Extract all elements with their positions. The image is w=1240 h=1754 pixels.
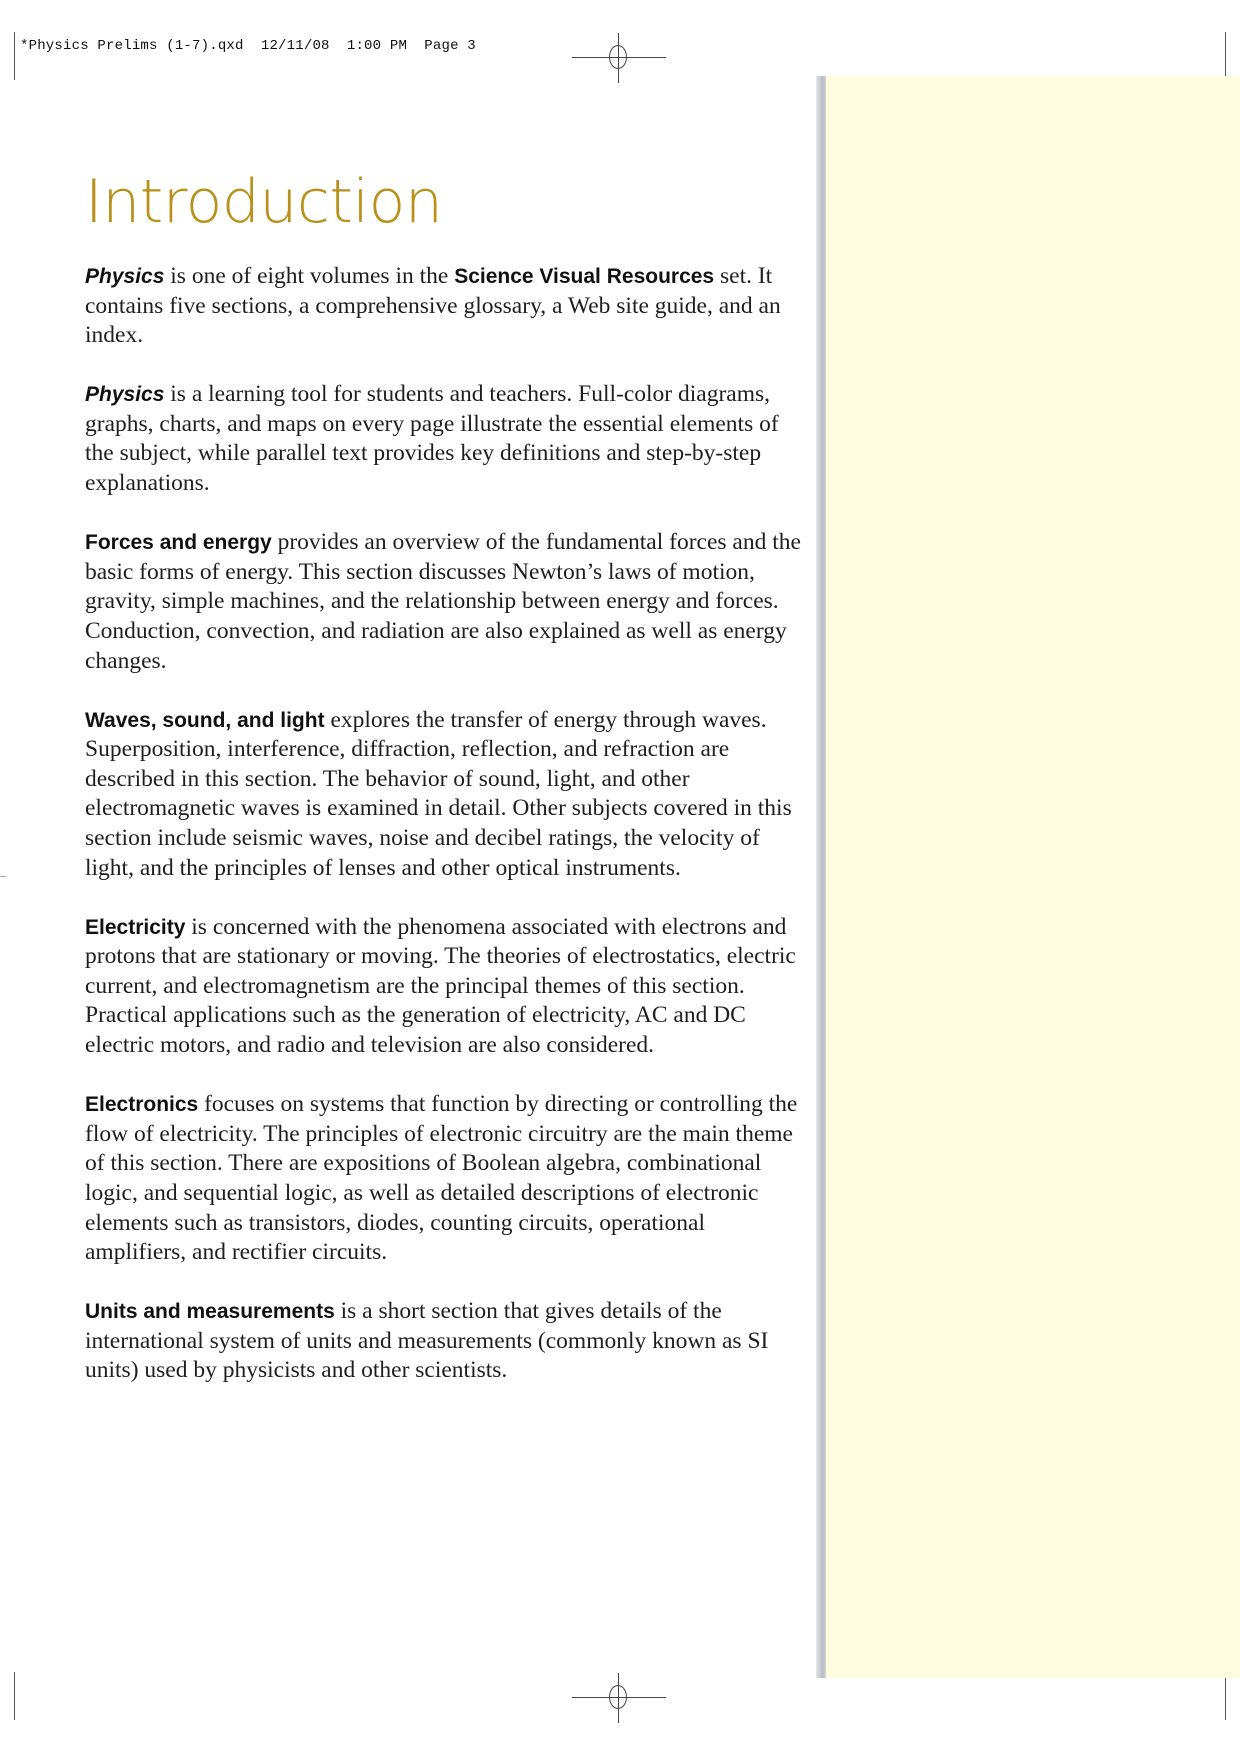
paragraph-intro	[85, 262, 785, 351]
paragraph-electricity	[85, 913, 801, 1061]
crop-mark-bottom-right	[1225, 1672, 1226, 1720]
print-slug-line: *Physics Prelims (1-7).qxd 12/11/08 1:00 PM Page 3	[20, 38, 476, 54]
registration-mark-bottom	[572, 1673, 666, 1723]
paragraph-text: is one of eight volumes in the	[164, 263, 455, 289]
page-title: Introduction	[85, 167, 443, 237]
paragraph-electronics	[85, 1090, 801, 1268]
page-content	[85, 160, 815, 1416]
registration-mark-top	[572, 33, 666, 83]
paragraph-text: provides an overview of the fundamental forces and the basic forms of energy. This section discusses Newton’s laws of motion, gravity, simple machines, and the relationship between energy and forces. Conduction, convection, and radiation are also explained as well as energy changes.	[85, 529, 801, 674]
paragraph-lead: Forces and energy	[85, 531, 272, 555]
crop-mark-mid-left	[0, 876, 6, 877]
paragraph-lead: Physics	[85, 265, 165, 288]
paragraph-lead: Units and measurements	[85, 1300, 335, 1324]
paragraph-learning-tool	[85, 380, 785, 498]
paragraph-lead: Electricity	[85, 915, 186, 939]
paragraph-text: is a short section that gives details of the international system of units and measurements (commonly known as SI units) used by physicists and other scientists.	[85, 1298, 769, 1384]
side-panel	[826, 76, 1240, 1678]
paragraph-lead-series: Science Visual Resources	[454, 265, 715, 288]
paragraph-units-measurements	[85, 1297, 801, 1386]
crop-mark-bottom-left	[14, 1672, 15, 1720]
paragraph-text: is concerned with the phenomena associated with electrons and protons that are stationary or moving. The theories of electrostatics, electric current, and electromagnetism are the principal themes of this section. Practical applications such as the generation of electricity, AC and DC electric motors, and radio and television are also considered.	[85, 913, 796, 1059]
paragraph-waves-sound-light	[85, 706, 801, 884]
crop-mark-top-left	[14, 32, 15, 80]
paragraph-text: set. It contains five sections, a comprehensive glossary, a Web site guide, and an index.	[85, 263, 781, 349]
paragraph-lead: Electronics	[85, 1093, 199, 1117]
paragraph-lead: Physics	[85, 383, 165, 407]
paragraph-text: is a learning tool for students and teachers. Full-color diagrams, graphs, charts, and maps on every page illustrate the essential elements of the subject, while parallel text provides key definitions and step-by-step explanations.	[85, 381, 779, 497]
paragraph-text: explores the transfer of energy through waves. Superposition, interference, diffraction, reflection, and refraction are described in this section. The behavior of sound, light, and other electromagnetic waves is examined in detail. Other subjects covered in this section include seismic waves, noise and decibel ratings, the velocity of light, and the principles of lenses and other optical instruments.	[85, 706, 792, 881]
paragraph-forces-energy	[85, 528, 801, 676]
paragraph-lead: Waves, sound, and light	[85, 708, 325, 732]
crop-mark-top-right	[1225, 32, 1226, 80]
paragraph-text: focuses on systems that function by directing or controlling the flow of electricity. The principles of electronic circuitry are the main theme of this section. There are expositions of Boolean algebra, combinational logic, and sequential logic, as well as detailed descriptions of electronic elements such as transistors, diodes, counting circuits, operational amplifiers, and rectifier circuits.	[85, 1091, 798, 1266]
